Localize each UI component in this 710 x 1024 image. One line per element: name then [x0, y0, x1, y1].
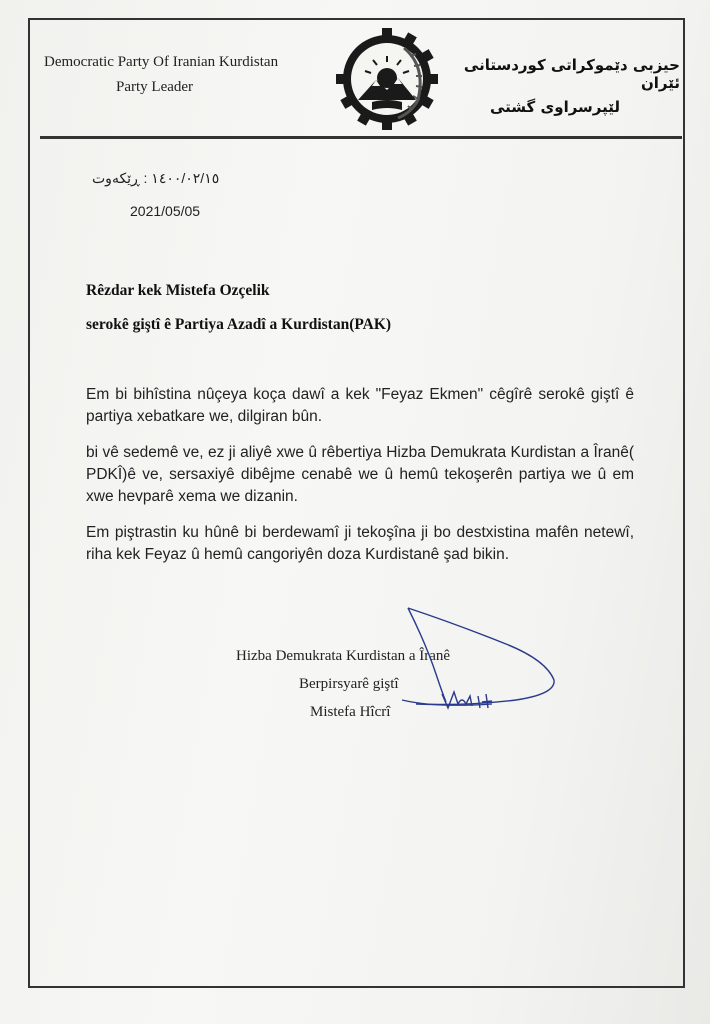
header-kurdish: [440, 56, 680, 116]
closing-organization: Hizba Demukrata Kurdistan a Îranê: [236, 648, 451, 664]
body-paragraph-1: Em bi bihîstina nûçeya koça dawî a kek "Feyaz Ekmen" cêgîrê serokê giştî ê partiya xebatkare we, dilgiran bûn.: [86, 386, 634, 425]
closing-signatory: Mistefa Hîcrî: [310, 704, 391, 720]
date-block: [92, 170, 219, 219]
party-emblem-logo: [334, 26, 440, 132]
header-divider: [40, 136, 682, 139]
emblem-year-text: ١٣٢٤: [380, 114, 394, 121]
gregorian-date: 2021/05/05: [130, 203, 201, 219]
body-paragraph-2: bi vê sedemê ve, ez ji aliyê xwe û rêbertiya Hizba Demukrata Kurdistan a Îranê( PDKÎ)ê ve, sersaxiyê dibêjme cenabê we û hemû tekoşerên partiya we û em xwe hevparê xema we dizanin.: [86, 444, 634, 505]
handwritten-signature: [396, 604, 566, 724]
recipient-name: Rêzdar kek Mistefa Ozçelik: [86, 282, 270, 299]
recipient-title: serokê giştî ê Partiya Azadî a Kurdistan(PAK): [86, 316, 392, 333]
party-name-english: Democratic Party Of Iranian Kurdistan: [44, 54, 279, 70]
body-paragraph-3: Em piştrastin ku hûnê bi berdewamî ji tekoşîna ji bo destxistina mafên netewî, riha kek Feyaz û hemû cangoriyên doza Kurdistanê şad bikin.: [86, 524, 634, 563]
recipient-block: [86, 282, 646, 334]
party-title-english: Party Leader: [116, 79, 194, 95]
party-title-kurdish: لێپرسراوی گشتی: [489, 98, 620, 116]
kurdish-date: ١٤٠٠/٠٢/١٥ : ڕێکەوت: [92, 170, 220, 186]
party-name-kurdish: حیزبی دێموکراتی کوردستانی ئێران: [463, 56, 680, 92]
header-english: [44, 54, 324, 96]
letter-body: [86, 384, 634, 580]
closing-position: Berpirsyarê giştî: [299, 676, 399, 692]
